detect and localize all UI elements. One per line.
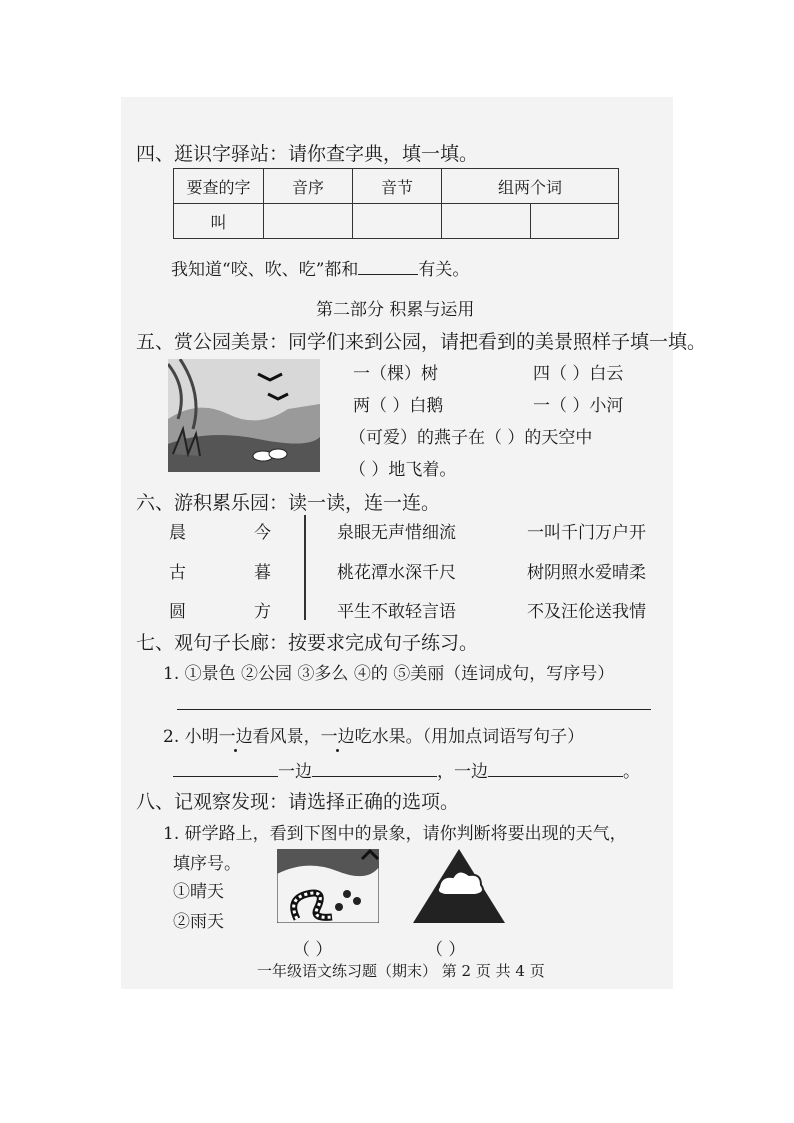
fill-blank-2[interactable] [312,760,437,777]
header-initial: 音序 [264,169,353,204]
antonym-right-2[interactable]: 暮 [254,563,271,583]
poem-line-right-3[interactable]: 不及汪伦送我情 [527,602,646,622]
radical-sentence [171,255,469,280]
radical-sentence-start: 我知道“咬、吹、吃”都和 [171,260,359,280]
cloud-mountain-picture [411,847,507,925]
dotted-word-1: 一边 [218,727,253,747]
option-rainy: ②雨天 [173,912,224,932]
snakes-and-ants-picture [277,849,379,923]
fill-river[interactable]: 一（ ）小河 [533,396,624,416]
section-7-title: 七、观句子长廊：按要求完成句子练习。 [136,632,479,654]
section-4-title: 四、逛识字驿站：请你查字典，填一填。 [136,143,479,165]
cell-word2-blank[interactable] [531,204,619,239]
park-illustration [168,359,320,472]
cell-initial-blank[interactable] [264,204,353,239]
weather-question-line2: 填序号。 [173,854,241,874]
part-2-heading: 第二部分 积累与运用 [316,300,475,320]
fill-yibian-2: ，一边 [437,762,488,782]
antonym-right-3[interactable]: 方 [254,602,271,622]
fill-blank-3[interactable] [488,760,623,777]
cell-char: 叫 [174,204,264,239]
fill-period: 。 [623,762,640,782]
worksheet-page [121,97,707,989]
dictionary-table [173,168,619,239]
answer-paren-2[interactable]: （ ） [426,940,466,960]
antonym-left-1[interactable]: 晨 [169,523,186,543]
section-6-title: 六、游积累乐园：读一读，连一连。 [136,492,441,514]
weather-question-line1: 1. 研学路上，看到下图中的景象，请你判断将要出现的天气， [163,824,627,844]
poem-line-left-2[interactable]: 桃花潭水深千尺 [337,563,456,583]
fill-geese[interactable]: 两（ ）白鹅 [353,396,444,416]
radical-blank[interactable] [358,258,418,275]
fill-clouds[interactable]: 四（ ）白云 [533,364,624,384]
fill-flying[interactable]: （ ）地飞着。 [349,460,457,480]
radical-sentence-end: 有关。 [418,260,470,280]
poem-line-right-2[interactable]: 树阴照水爱晴柔 [527,563,646,583]
q2-prefix: 2. 小明 [163,727,219,747]
cell-word1-blank[interactable] [442,204,531,239]
answer-paren-1[interactable]: （ ） [293,940,333,960]
sentence-question [163,722,584,747]
divider-line [304,515,306,620]
example-tree: 一（棵）树 [353,364,438,384]
section-5-title: 五、赏公园美景：同学们来到公园，请把看到的美景照样子填一填。 [136,331,707,353]
fill-blank-1[interactable] [173,760,278,777]
poem-line-left-3[interactable]: 平生不敢轻言语 [337,602,456,622]
header-char: 要查的字 [174,169,264,204]
sentence-fill [173,757,640,782]
poem-line-right-1[interactable]: 一叫千门万户开 [527,523,646,543]
q2-suffix: 吃水果。（用加点词语写句子） [354,727,585,747]
antonym-left-3[interactable]: 圆 [169,602,186,622]
dotted-word-2: 一边 [320,727,355,747]
header-syllable: 音节 [353,169,442,204]
cell-syllable-blank[interactable] [353,204,442,239]
reorder-question: 1. ①景色 ②公园 ③多么 ④的 ⑤美丽（连词成句，写序号） [163,664,615,684]
page-footer: 一年级语文练习题（期末） 第 2 页 共 4 页 [257,962,545,980]
fill-sky[interactable]: （可爱）的燕子在（ ）的天空中 [349,428,593,448]
reorder-answer-line[interactable] [177,709,651,710]
antonym-left-2[interactable]: 古 [169,563,186,583]
header-words: 组两个词 [442,169,619,204]
poem-line-left-1[interactable]: 泉眼无声惜细流 [337,523,456,543]
fill-yibian-1: 一边 [278,762,312,782]
option-sunny: ①晴天 [173,882,224,902]
antonym-right-1[interactable]: 今 [254,523,271,543]
q2-middle: 看风景， [252,727,321,747]
section-8-title: 八、记观察发现：请选择正确的选项。 [136,791,460,813]
